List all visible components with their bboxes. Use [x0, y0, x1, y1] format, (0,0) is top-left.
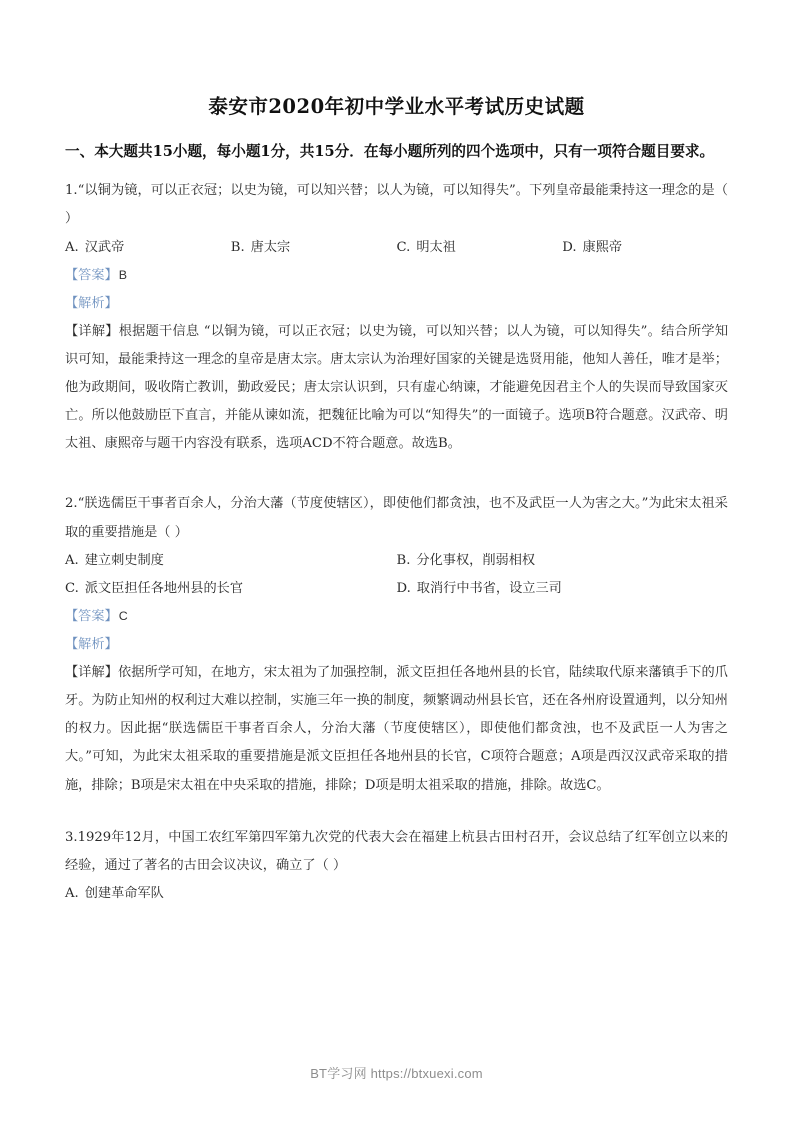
question-block-1 — [65, 177, 728, 458]
options-row-bottom — [65, 575, 728, 603]
option-label: A. — [65, 552, 79, 568]
footer-watermark: BT学习网 https://btxuexi.com — [310, 1066, 483, 1081]
question-block-3 — [65, 824, 728, 908]
detail-tag: 【详解】 — [65, 665, 119, 681]
question-stem: 1.“以铜为镜，可以正衣冠；以史为镜，可以知兴替；以人为镜，可以知得失”。下列皇帝最能秉持这一理念的是（ ） — [65, 183, 728, 227]
analysis-line — [65, 290, 728, 318]
option-text: 唐太宗 — [250, 239, 291, 255]
question-stem: 3.1929年12月，中国工农红军第四军第九次党的代表大会在福建上杭县古田村召开，会议总结了红军创立以来的经验，通过了著名的古田会议决议，确立了（ ） — [65, 829, 728, 873]
detail-paragraph — [65, 318, 728, 459]
question-block-2 — [65, 490, 728, 799]
option-text: 汉武帝 — [84, 239, 125, 255]
analysis-tag: 【解析】 — [65, 636, 118, 652]
option-label: C. — [396, 239, 411, 255]
analysis-line — [65, 631, 728, 659]
options-row-top — [65, 547, 728, 575]
option-text: 创建革命军队 — [84, 885, 164, 901]
option-text: 明太祖 — [416, 239, 456, 255]
option-label: D. — [396, 580, 411, 596]
question-stem: 2.“朕选儒臣干事者百余人，分治大藩（节度使辖区），即使他们都贪浊，也不及武臣一人为害之大。”为此宋太祖采取的重要措施是（ ） — [65, 496, 728, 540]
option-text: 建立刺史制度 — [84, 552, 164, 568]
option-text: 派文臣担任各地州县的长官 — [84, 580, 244, 596]
option-label: B. — [396, 552, 411, 568]
detail-tag: 【详解】 — [65, 323, 119, 339]
option-label: A. — [65, 885, 79, 901]
answer-tag: 【答案】 — [65, 608, 118, 624]
option-text: 分化事权，削弱相权 — [416, 552, 536, 568]
answer-line — [65, 262, 728, 290]
option-text: 康熙帝 — [582, 239, 623, 255]
spacer — [65, 458, 728, 480]
option-label: D. — [562, 239, 577, 255]
option-b[interactable] — [397, 547, 729, 575]
option-b[interactable] — [231, 234, 397, 262]
option-text: 取消行中书省，设立三司 — [416, 580, 562, 596]
option-a[interactable] — [65, 547, 397, 575]
options-row — [65, 234, 728, 262]
answer-line — [65, 603, 728, 631]
spacer — [65, 800, 728, 814]
option-a[interactable] — [65, 880, 231, 908]
answer-tag: 【答案】 — [65, 267, 118, 283]
option-label: A. — [65, 239, 79, 255]
answer-value: B — [118, 267, 128, 282]
option-label: B. — [230, 239, 245, 255]
option-c[interactable] — [397, 234, 563, 262]
page-title: 泰安市2020年初中学业水平考试历史试题 — [208, 95, 585, 118]
answer-value: C — [118, 608, 128, 623]
detail-text: 依据所学可知，在地方，宋太祖为了加强控制，派文臣担任各地州县的长官，陆续取代原来藩镇手下的爪牙。为防止知州的权利过大难以控制，实施三年一换的制度，频繁调动州县长官，还在各州府设置通判，以分知州的权力。因此据“朕选儒臣干事者百余人，分治大藩（节度使辖区），即使他们都贪浊，也不及武臣一人为害之大。”可知，为此宋太祖采取的重要措施是派文臣担任各地州县的长官，C项符合题意；A项是西汉汉武帝采取的措施，排除；B项是宋太祖在中央采取的措施，排除；D项是明太祖采取的措施，排除。故选C。 — [65, 665, 728, 793]
option-d[interactable] — [397, 575, 729, 603]
option-label: C. — [65, 580, 79, 596]
detail-text: 根据题干信息 “以铜为镜，可以正衣冠；以史为镜，可以知兴替；以人为镜，可以知得失”。结合所学知识可知，最能秉持这一理念的皇帝是唐太宗。唐太宗认为治理好国家的关键是选贤用能，他知人善任，唯才是举；他为政期间，吸收隋亡教训，勤政爱民；唐太宗认识到，只有虚心纳谏，才能避免因君主个人的失误而导致国家灭亡。所以他鼓励臣下直言，并能从谏如流，把魏征比喻为可以“知得失”的一面镜子。选项B符合题意。汉武帝、明太祖、康熙帝与题干内容没有联系，选项ACD不符合题意。故选B。 — [65, 323, 729, 452]
option-a[interactable] — [65, 234, 231, 262]
option-c[interactable] — [65, 575, 397, 603]
section-heading: 一、本大题共15小题，每小题1分，共15分．在每小题所列的四个选项中，只有一项符合题目要求。 — [65, 143, 715, 161]
option-d[interactable] — [562, 234, 728, 262]
analysis-tag: 【解析】 — [65, 295, 118, 311]
detail-paragraph — [65, 659, 728, 800]
options-row — [65, 880, 728, 908]
